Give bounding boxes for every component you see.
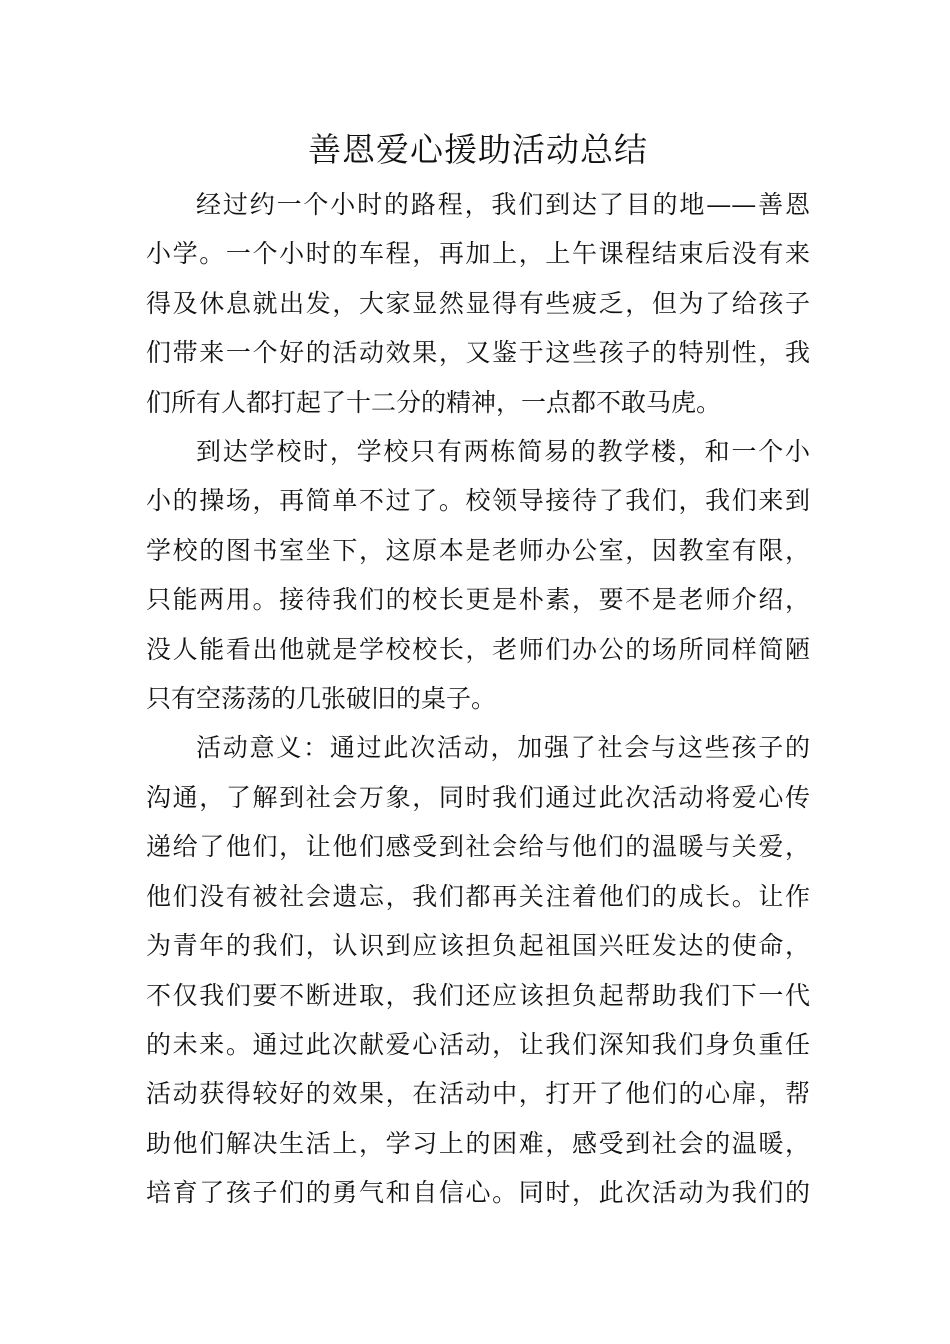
text-line: 沟通，了解到社会万象，同时我们通过此次活动将爱心传 xyxy=(146,782,810,812)
text-line: 到达学校时，学校只有两栋简易的教学楼，和一个小 xyxy=(196,437,810,467)
paragraph-1 xyxy=(146,180,810,427)
text-line: 助他们解决生活上，学习上的困难，感受到社会的温暖， xyxy=(146,1128,810,1158)
text-line: 们所有人都打起了十二分的精神，一点都不敢马虎。 xyxy=(146,387,722,417)
text-line: 不仅我们要不断进取，我们还应该担负起帮助我们下一代 xyxy=(146,980,810,1010)
text-line: 学校的图书室坐下，这原本是老师办公室，因教室有限， xyxy=(146,535,810,565)
document-page xyxy=(146,124,810,1218)
text-line: 经过约一个小时的路程，我们到达了目的地——善恩 xyxy=(196,190,810,219)
text-line: 没人能看出他就是学校校长，老师们办公的场所同样简陋 xyxy=(146,634,810,664)
text-line: 小的操场，再简单不过了。校领导接待了我们，我们来到 xyxy=(146,486,810,516)
text-line: 的未来。通过此次献爱心活动，让我们深知我们身负重任 xyxy=(146,1029,810,1059)
paragraph-3 xyxy=(146,723,810,1217)
text-line: 小学。一个小时的车程，再加上，上午课程结束后没有来 xyxy=(146,239,810,269)
text-line: 活动获得较好的效果，在活动中，打开了他们的心扉，帮 xyxy=(146,1079,810,1109)
text-line: 只有空荡荡的几张破旧的桌子。 xyxy=(146,684,497,714)
text-line: 们带来一个好的活动效果，又鉴于这些孩子的特别性，我 xyxy=(146,338,810,368)
text-line: 递给了他们，让他们感受到社会给与他们的温暖与关爱， xyxy=(146,832,810,862)
text-line: 他们没有被社会遗忘，我们都再关注着他们的成长。让作 xyxy=(146,881,810,911)
text-line: 得及休息就出发，大家显然显得有些疲乏，但为了给孩子 xyxy=(146,288,810,318)
paragraph-2 xyxy=(146,427,810,723)
text-line: 培育了孩子们的勇气和自信心。同时，此次活动为我们的 xyxy=(146,1178,810,1208)
text-line: 只能两用。接待我们的校长更是朴素，要不是老师介绍， xyxy=(146,585,810,615)
text-line: 活动意义：通过此次活动，加强了社会与这些孩子的 xyxy=(196,733,810,763)
text-line: 为青年的我们，认识到应该担负起祖国兴旺发达的使命， xyxy=(146,931,810,961)
document-title: 善恩爱心援助活动总结 xyxy=(308,130,648,169)
